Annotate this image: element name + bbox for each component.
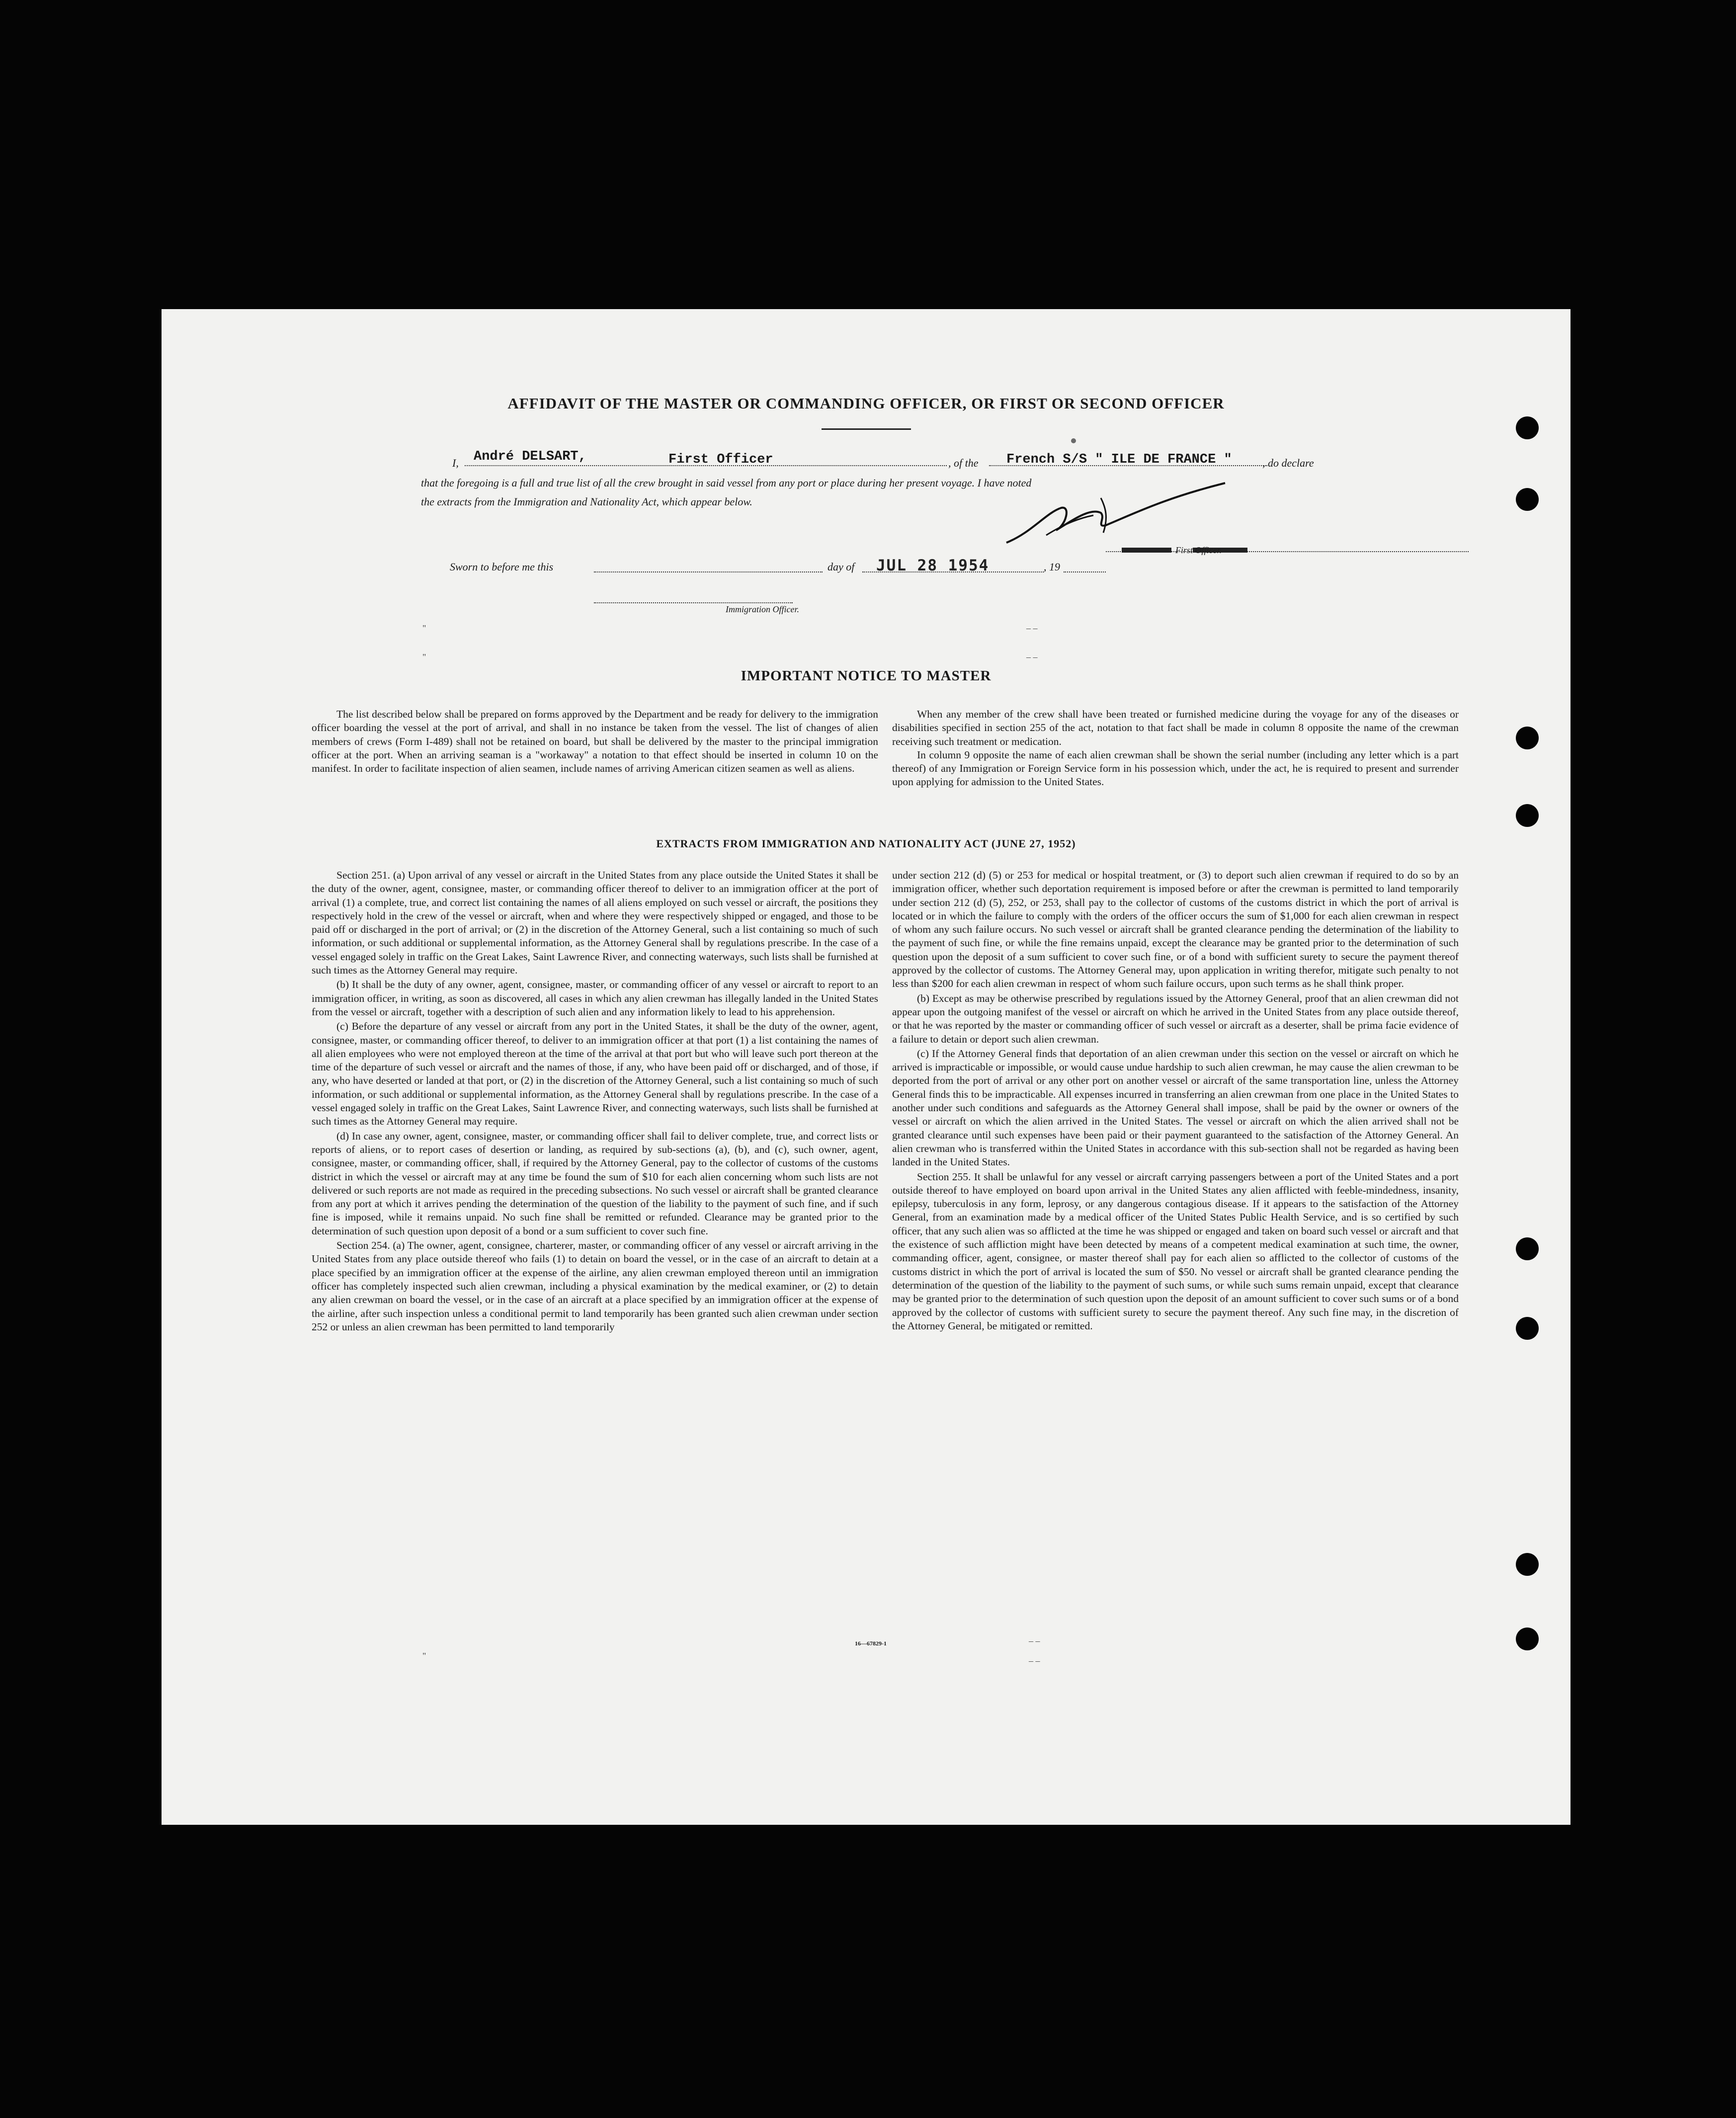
notice-right-column [892, 708, 1459, 789]
extracts-title: EXTRACTS FROM IMMIGRATION AND NATIONALITY ACT (JUNE 27, 1952) [656, 837, 1076, 850]
speck [1071, 438, 1076, 443]
extracts-right-column [892, 869, 1459, 1334]
extracts-left-column [312, 869, 878, 1335]
year-line [1064, 571, 1106, 572]
of-the-label: , of the [948, 457, 979, 469]
immigration-officer-line [594, 602, 793, 603]
dash-mark: – – [1029, 1636, 1040, 1646]
act-paragraph: (b) Except as may be otherwise prescribed by regulations issued by the Attorney General, proof that an alien crewman did not appear upon the outgoing manifest of the vessel or aircraft on which he arrived in the United States from any place outside thereof, or that he was reported by the master or commanding officer of such vessel or aircraft as a deserter, shall be prima facie evidence of a failure to detain or deport such alien crewman. [892, 992, 1459, 1045]
sworn-day-line [594, 571, 823, 572]
immigration-officer-label: Immigration Officer. [726, 604, 799, 614]
act-paragraph: under section 212 (d) (5) or 253 for medical or hospital treatment, or (3) to deport such alien crewman if required to do so by an immigration officer, whether such deportation requirement is imposed before or after the crewman is permitted to land temporarily under section 212 (d) (5), 252, or 253, shall pay to the collector of customs of the customs district in which the port of arrival is located or in which the failure to comply with the orders of the officer occurs the sum of $1,000 for each alien crewman in respect of whom any such failure occurs. No such vessel or aircraft shall be granted clearance pending the determination of the liability to the payment of such fine, or while the fine remains unpaid, except the clearance may be granted prior to the determination of such question upon the deposit of a sum sufficient to cover such fine, or of a bond with sufficient surety to secure the payment thereof approved by the collector of customs. The Attorney General may, upon application in writing therefor, mitigate such penalty to not less than $200 for each alien crewman in respect of whom such failure occurs, upon such terms as he shall think proper. [892, 869, 1459, 990]
form-code: 16—67829-1 [855, 1640, 887, 1647]
day-of-label: day of [827, 561, 855, 573]
crossout-1 [1122, 548, 1171, 553]
binder-hole [1516, 804, 1539, 827]
title-rule [822, 428, 911, 430]
notice-paragraph: The list described below shall be prepared on forms approved by the Department and be ready for delivery to the immigration officer boarding the vessel at the port of arrival, and shall in no instance be taken from the vessel. The list of changes of alien members of crews (Form I-489) shall not be retained on board, but shall be delivered by the master to the principal immigration officer at the port. When an arriving seaman is a "workaway" a notation to that effect should be inserted in column 10 on the manifest. In order to facilitate inspection of alien seamen, include names of arriving American citizen seamen as well as aliens. [312, 708, 878, 775]
ditto-mark: " [422, 623, 426, 633]
act-paragraph: Section 255. It shall be unlawful for any vessel or aircraft carrying passengers between a port of the United States and a port outside thereof to have employed on board upon arrival in the United States any alien afflicted with feeble-mindedness, insanity, epilepsy, tuberculosis in any form, leprosy, or any dangerous contagious disease. If it appears to the satisfaction of the Attorney General, from an examination made by a medical officer of the United States Public Health Service, and is so certified by such officer, that any such alien was so afflicted at the time he was shipped or engaged and taken on board such vessel or aircraft and that the existence of such affliction might have been detected by means of a competent medical examination at such time, the owner, commanding officer, agent, consignee, or master thereof shall pay for each alien so afflicted to the collector of customs of the customs district in which the port of arrival is located the sum of $50. No vessel or aircraft shall be granted clearance pending the determination of the question of the liability to the payment of such sums, or while such sums remain unpaid, except that clearance may be granted prior to the determination of such question upon the deposit of an amount sufficient to cover such sums or of a bond approved by the collector of customs with sufficient surety to secure the payment thereof. Any such fine may, in the discretion of the Attorney General, be mitigated or remitted. [892, 1170, 1459, 1332]
officer-rank: First Officer [668, 452, 773, 467]
dash-mark: – – [1029, 1656, 1040, 1666]
i-prefix: I, [452, 457, 459, 469]
year-suffix: , 19 [1044, 561, 1060, 573]
ditto-mark: " [422, 652, 426, 662]
notice-left-column [312, 708, 878, 775]
binder-hole [1516, 1317, 1539, 1340]
act-paragraph: Section 254. (a) The owner, agent, consignee, charterer, master, or commanding officer of any vessel or aircraft arriving in the United States from any place outside thereof who fails (1) to detain on board the vessel, or in the case of an aircraft to detain at a place specified by an immigration officer at the expense of the airline, any alien crewman employed thereon until an immigration officer has completely inspected such alien crewman, including a physical examination by the medical examiner, or (2) to detain any alien crewman on board the vessel, or in the case of an aircraft at a place specified by an immigration officer at the expense of the airline, after such inspection unless a conditional permit to land temporarily has been granted such alien crewman under section 252 or unless an alien crewman has been permitted to land temporarily [312, 1239, 878, 1333]
binder-hole [1516, 1628, 1539, 1650]
act-paragraph: (d) In case any owner, agent, consignee, master, or commanding officer shall fail to deliver complete, true, and correct lists or reports of aliens, or to report cases of desertion or landing, as required by sub-sections (a), (b), and (c), such owner, agent, consignee, master, or commanding officer, shall, if required by the Attorney General, pay to the collector of customs of the customs district in which the vessel or aircraft may at any time be found the sum of $10 for each alien concerning whom such lists are not delivered or such reports are not made as required in the preceding subsections. No such vessel or aircraft shall be granted clearance from any port at which it arrives pending the determination of the question of the liability to the payment of such fine, and if such fine is imposed, while it remains unpaid. No such fine shall be remitted or refunded. Clearance may be granted prior to the determination of such question upon deposit of a bond or a sum sufficient to cover such fine. [312, 1130, 878, 1237]
notice-paragraph: When any member of the crew shall have been treated or furnished medicine during the voyage for any of the diseases or disabilities specified in section 255 of the act, notation to that fact shall be made in column 8 opposite the name of the crewman receiving such treatment or medication. [892, 708, 1459, 747]
declaration-line-2: that the foregoing is a full and true list of all the crew brought in said vessel from any port or place during her present voyage. I have noted [421, 477, 1032, 489]
declaration-line-3: the extracts from the Immigration and Nationality Act, which appear below. [421, 495, 752, 508]
date-stamp: JUL 28 1954 [876, 557, 990, 574]
act-paragraph: Section 251. (a) Upon arrival of any vessel or aircraft in the United States from any place outside the United States it shall be the duty of the owner, agent, consignee, master, or commanding officer thereof to deliver to an immigration officer at the port of arrival (1) a complete, true, and correct list containing the names of all aliens employed on such vessel or aircraft, the positions they respectively hold in the crew of the vessel or aircraft, when and where they were respectively shipped or engaged, and those to be paid off or discharged in the port of arrival; or (2) in the discretion of the Attorney General, such a list containing so much of such information, or such additional or supplemental information, as the Attorney General shall by regulations prescribe. In the case of a vessel engaged solely in traffic on the Great Lakes, Saint Lawrence River, and connecting waterways, such lists shall be furnished at such times as the Attorney General may require. [312, 869, 878, 977]
sworn-prefix: Sworn to before me this [450, 561, 554, 573]
affidavit-title: AFFIDAVIT OF THE MASTER OR COMMANDING OFFICER, OR FIRST OR SECOND OFFICER [507, 395, 1225, 412]
officer-title-label: First Officer. [1175, 545, 1222, 555]
act-paragraph: (c) Before the departure of any vessel or aircraft from any port in the United States, it shall be the duty of the owner, agent, consignee, master, or commanding officer thereof, to deliver to an immigration officer at that port (1) a list containing the names of all alien employees who were not employed thereon at the time of the arrival at that port but who will leave such port thereon at the time of the departure of such vessel or aircraft and the names of those, if any, who have been paid off or discharged, and of those, if any, who have deserted or landed at that port, or (2) in the discretion of the Attorney General, such a list containing so much of such information, or such additional or supplemental information, as the Attorney General shall by regulations prescribe. In the case of a vessel engaged solely in traffic on the Great Lakes, Saint Lawrence River, and connecting waterways, such lists shall be furnished at such times as the Attorney General may require. [312, 1020, 878, 1128]
officer-name: André DELSART, [474, 449, 586, 464]
do-declare-label: , do declare [1262, 457, 1314, 469]
affidavit-page [162, 309, 1571, 1825]
notice-title: IMPORTANT NOTICE TO MASTER [741, 668, 992, 684]
binder-hole [1516, 488, 1539, 511]
act-paragraph: (c) If the Attorney General finds that deportation of an alien crewman under this section on the vessel or aircraft on which he arrived is impracticable or impossible, or would cause undue hardship to such alien crewman, he may cause the alien crewman to be deported from the port of arrival or any other port on another vessel or aircraft of the same transportation line, unless the Attorney General finds this to be impracticable. All expenses incurred in transferring an alien crewman from one place in the United States to another under such conditions and safeguards as the Attorney General shall impose, shall be paid by the owner or owners of the vessel or aircraft on which the alien arrived in the United States. The vessel or aircraft on which the alien arrived shall not be granted clearance until such expenses have been paid or their payment guaranteed to the satisfaction of the Attorney General. An alien crewman who is transferred within the United States in accordance with this sub-section shall not be regarded as having been landed in the United States. [892, 1047, 1459, 1168]
signature [987, 478, 1265, 558]
binder-hole [1516, 1237, 1539, 1260]
binder-hole [1516, 727, 1539, 749]
binder-hole [1516, 416, 1539, 439]
dash-mark: – – [1026, 623, 1038, 633]
act-paragraph: (b) It shall be the duty of any owner, agent, consignee, master, or commanding officer of any vessel or aircraft to report to an immigration officer, in writing, as soon as discovered, all cases in which any alien crewman has illegally landed in the United States from the vessel or aircraft, together with a description of such alien and any information likely to lead to his apprehension. [312, 978, 878, 1018]
dash-mark: – – [1026, 652, 1038, 662]
vessel-name: French S/S " ILE DE FRANCE " [1006, 452, 1232, 467]
notice-paragraph: In column 9 opposite the name of each alien crewman shall be shown the serial number (including any letter which is a part thereof) of any Immigration or Foreign Service form in his possession which, under the act, he is required to present and surrender upon applying for admission to the United States. [892, 748, 1459, 788]
ditto-mark: " [422, 1651, 426, 1661]
binder-hole [1516, 1553, 1539, 1576]
